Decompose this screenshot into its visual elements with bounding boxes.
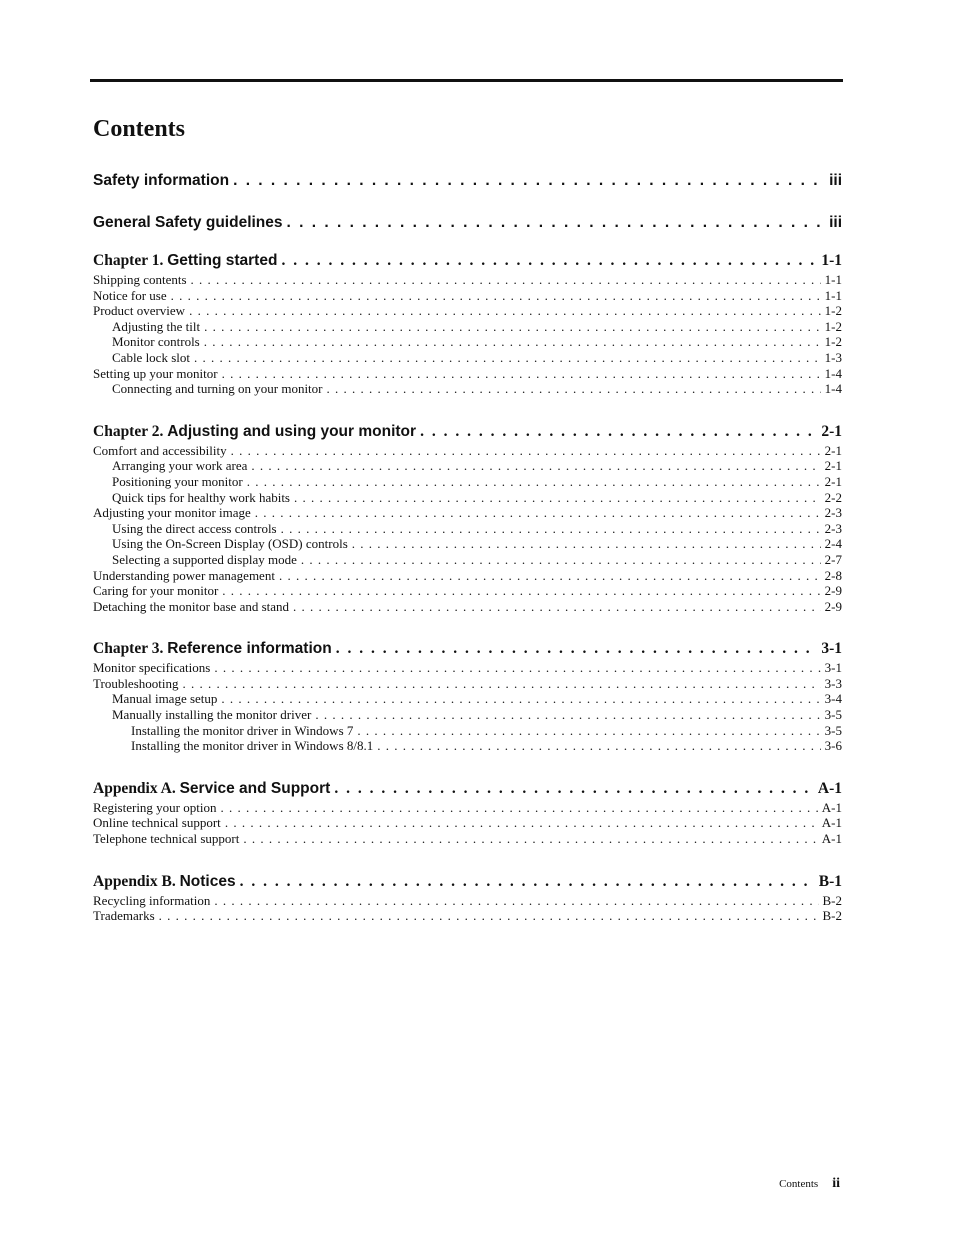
toc-entry-page: 1-3: [824, 349, 842, 365]
chapter-list: [93, 250, 842, 924]
chapter-block: [93, 397, 842, 615]
chapter-heading[interactable]: [93, 638, 842, 660]
toc-entry[interactable]: [93, 288, 842, 304]
toc-entry-page: 2-4: [824, 536, 842, 552]
dot-leader: [221, 691, 820, 707]
chapter-prefix: Appendix A.: [93, 779, 176, 797]
toc-entry-page: 3-5: [824, 707, 842, 723]
chapter-page: 3-1: [821, 640, 842, 658]
toc-entry[interactable]: [93, 738, 842, 754]
toc-entry[interactable]: [93, 366, 842, 382]
toc-entry-label: Recycling information: [93, 892, 211, 908]
toc-entry[interactable]: [93, 908, 842, 924]
dot-leader: [281, 250, 817, 272]
dot-leader: [247, 474, 821, 490]
toc-entry-general-safety-guidelines[interactable]: [93, 208, 842, 238]
toc-entry-page: 1-2: [824, 318, 842, 334]
chapter-heading-label: [93, 638, 332, 660]
chapter-name: Adjusting and using your monitor: [167, 422, 417, 440]
toc-entry-page: 1-1: [824, 272, 842, 287]
dot-leader: [377, 738, 820, 754]
toc-entry[interactable]: [93, 893, 842, 909]
dot-leader: [222, 366, 821, 382]
toc-entry-page: 2-1: [824, 473, 842, 489]
chapter-name: Reference information: [167, 640, 332, 658]
toc-entry-safety-information[interactable]: [93, 166, 842, 196]
toc-entry[interactable]: [93, 707, 842, 723]
toc-entry-page: 2-8: [824, 567, 842, 583]
toc-entry-page: 2-1: [824, 458, 842, 474]
toc-entry[interactable]: [93, 381, 842, 397]
chapter-block: [93, 614, 842, 754]
chapter-name: Getting started: [167, 252, 278, 269]
dot-leader: [194, 350, 821, 366]
header-rule: [90, 79, 843, 82]
dot-leader: [204, 319, 821, 335]
toc-entry-label: Telephone technical support: [93, 831, 240, 847]
toc-entry[interactable]: [93, 691, 842, 707]
dot-leader: [214, 893, 818, 909]
page-title: Contents: [93, 116, 186, 142]
toc-entry-page: 3-5: [824, 722, 842, 738]
toc-entry-label: Manual image setup: [112, 691, 218, 707]
dot-leader: [171, 288, 821, 304]
toc-entry-label: Installing the monitor driver in Windows 8/8.1: [131, 738, 374, 754]
dot-leader: [357, 723, 820, 739]
dot-leader: [281, 521, 821, 537]
toc-entry-label: Arranging your work area: [112, 458, 248, 474]
toc-entry-page: 2-3: [824, 505, 842, 521]
chapter-prefix: Chapter 1.: [93, 252, 164, 269]
dot-leader: [255, 505, 821, 521]
toc-entry[interactable]: [93, 490, 842, 506]
dot-leader: [204, 334, 821, 350]
dot-leader: [214, 660, 820, 676]
toc-entry-label: Shipping contents: [93, 272, 187, 287]
dot-leader: [294, 490, 821, 506]
toc-entry[interactable]: [93, 443, 842, 459]
toc-entry-page: 2-2: [824, 489, 842, 505]
chapter-name: Notices: [179, 872, 236, 890]
toc-entry-page: B-2: [822, 892, 842, 908]
chapter-name: Service and Support: [179, 779, 331, 797]
dot-leader: [251, 458, 820, 474]
toc-entry[interactable]: [93, 831, 842, 847]
toc-entry-label: Caring for your monitor: [93, 583, 219, 599]
toc-entry-page: A-1: [821, 831, 842, 847]
toc-entry[interactable]: [93, 350, 842, 366]
toc-entry-label: Selecting a supported display mode: [112, 551, 297, 567]
toc-entry-page: B-2: [822, 908, 842, 924]
chapter-prefix: Appendix B.: [93, 872, 176, 890]
dot-leader: [301, 552, 821, 568]
toc-entry[interactable]: [93, 303, 842, 319]
chapter-heading-label: [93, 871, 236, 893]
toc-entry-page: 2-1: [824, 442, 842, 458]
chapter-heading-label: [93, 421, 416, 443]
dot-leader: [233, 166, 825, 196]
toc-entry[interactable]: [93, 723, 842, 739]
footer-page-number: ii: [832, 1176, 840, 1191]
toc-entry-page: A-1: [821, 799, 842, 815]
toc-entry[interactable]: [93, 319, 842, 335]
spacer: [93, 397, 842, 413]
toc-entry-label: Troubleshooting: [93, 675, 179, 691]
chapter-heading-label: [93, 250, 277, 272]
toc-entry[interactable]: [93, 521, 842, 537]
toc-entry-page: 3-6: [824, 738, 842, 754]
toc-entry-page: iii: [829, 172, 842, 189]
toc-entry-label: Trademarks: [93, 908, 155, 924]
chapter-prefix: Chapter 2.: [93, 422, 164, 440]
toc-entry-label: Understanding power management: [93, 567, 275, 583]
toc-entry[interactable]: [93, 800, 842, 816]
toc-entry-page: iii: [829, 214, 842, 231]
table-of-contents: [93, 166, 842, 924]
toc-entry[interactable]: [93, 815, 842, 831]
toc-entry-label: Monitor controls: [112, 334, 200, 350]
toc-entry-page: 1-4: [824, 365, 842, 381]
chapter-prefix: Chapter 3.: [93, 640, 164, 658]
spacer: [93, 614, 842, 630]
dot-leader: [287, 208, 826, 238]
toc-entry-label: Cable lock slot: [112, 349, 190, 365]
chapter-heading[interactable]: [93, 871, 842, 893]
chapter-heading-label: [93, 778, 330, 800]
dot-leader: [225, 815, 818, 831]
dot-leader: [420, 421, 817, 443]
dot-leader: [159, 908, 819, 924]
toc-entry[interactable]: [93, 552, 842, 568]
footer-section-label: Contents: [779, 1178, 819, 1190]
toc-entry-page: 1-1: [824, 287, 842, 303]
toc-entry-label: Registering your option: [93, 799, 217, 815]
dot-leader: [221, 800, 818, 816]
toc-entry[interactable]: [93, 474, 842, 490]
dot-leader: [191, 272, 821, 288]
toc-entry-page: A-1: [821, 815, 842, 831]
toc-entry[interactable]: [93, 536, 842, 552]
toc-entry-label: Connecting and turning on your monitor: [112, 381, 323, 397]
dot-leader: [334, 778, 814, 800]
toc-entry-label: Monitor specifications: [93, 660, 211, 676]
spacer: [93, 847, 842, 863]
toc-entry[interactable]: [93, 458, 842, 474]
page-footer: [779, 1176, 840, 1192]
toc-entry-label: Adjusting your monitor image: [93, 505, 251, 521]
chapter-block: [93, 754, 842, 847]
toc-entry[interactable]: [93, 505, 842, 521]
toc-entry-page: 3-3: [824, 675, 842, 691]
chapter-block: [93, 847, 842, 924]
chapter-block: [93, 250, 842, 397]
toc-entry-label: Installing the monitor driver in Windows 7: [131, 722, 354, 738]
chapter-page: 2-1: [821, 422, 842, 440]
toc-entry[interactable]: [93, 660, 842, 676]
dot-leader: [327, 381, 821, 397]
dot-leader: [182, 676, 820, 692]
dot-leader: [222, 583, 820, 599]
dot-leader: [336, 638, 818, 660]
dot-leader: [279, 568, 821, 584]
toc-entry-page: 1-4: [824, 381, 842, 397]
toc-entry-page: 2-7: [824, 551, 842, 567]
chapter-page: B-1: [818, 872, 842, 890]
toc-entry-label: Product overview: [93, 303, 186, 319]
dot-leader: [231, 443, 821, 459]
toc-entry-label: Comfort and accessibility: [93, 442, 227, 458]
toc-entry[interactable]: [93, 272, 842, 288]
toc-entry[interactable]: [93, 599, 842, 615]
toc-entry-page: 3-1: [824, 660, 842, 676]
toc-entry-page: 1-2: [824, 334, 842, 350]
toc-entry-label: Notice for use: [93, 287, 167, 303]
chapter-page: 1-1: [821, 252, 842, 269]
toc-entry-label: Safety information: [93, 172, 230, 189]
dot-leader: [293, 599, 821, 615]
toc-entry-label: Adjusting the tilt: [112, 318, 201, 334]
dot-leader: [315, 707, 820, 723]
dot-leader: [189, 303, 821, 319]
toc-entry-page: 2-9: [824, 598, 842, 614]
toc-entry-page: 2-3: [824, 520, 842, 536]
toc-entry[interactable]: [93, 334, 842, 350]
toc-entry-page: 1-2: [824, 303, 842, 319]
spacer: [93, 754, 842, 770]
chapter-heading[interactable]: [93, 421, 842, 443]
toc-entry-label: General Safety guidelines: [93, 214, 283, 231]
toc-entry-label: Manually installing the monitor driver: [112, 707, 312, 723]
toc-entry-label: Using the direct access controls: [112, 520, 277, 536]
toc-entry[interactable]: [93, 583, 842, 599]
dot-leader: [352, 536, 821, 552]
dot-leader: [240, 871, 815, 893]
toc-entry[interactable]: [93, 568, 842, 584]
toc-entry-page: 3-4: [824, 691, 842, 707]
toc-entry-label: Online technical support: [93, 815, 221, 831]
toc-entry-label: Quick tips for healthy work habits: [112, 489, 290, 505]
toc-entry-page: 2-9: [824, 583, 842, 599]
toc-entry-label: Using the On-Screen Display (OSD) controls: [112, 536, 348, 552]
toc-entry[interactable]: [93, 676, 842, 692]
toc-entry-label: Positioning your monitor: [112, 473, 243, 489]
toc-entry-label: Detaching the monitor base and stand: [93, 598, 290, 614]
dot-leader: [243, 831, 817, 847]
chapter-page: A-1: [817, 779, 842, 797]
chapter-heading[interactable]: [93, 778, 842, 800]
chapter-heading[interactable]: [93, 250, 842, 272]
toc-entry-label: Setting up your monitor: [93, 365, 218, 381]
